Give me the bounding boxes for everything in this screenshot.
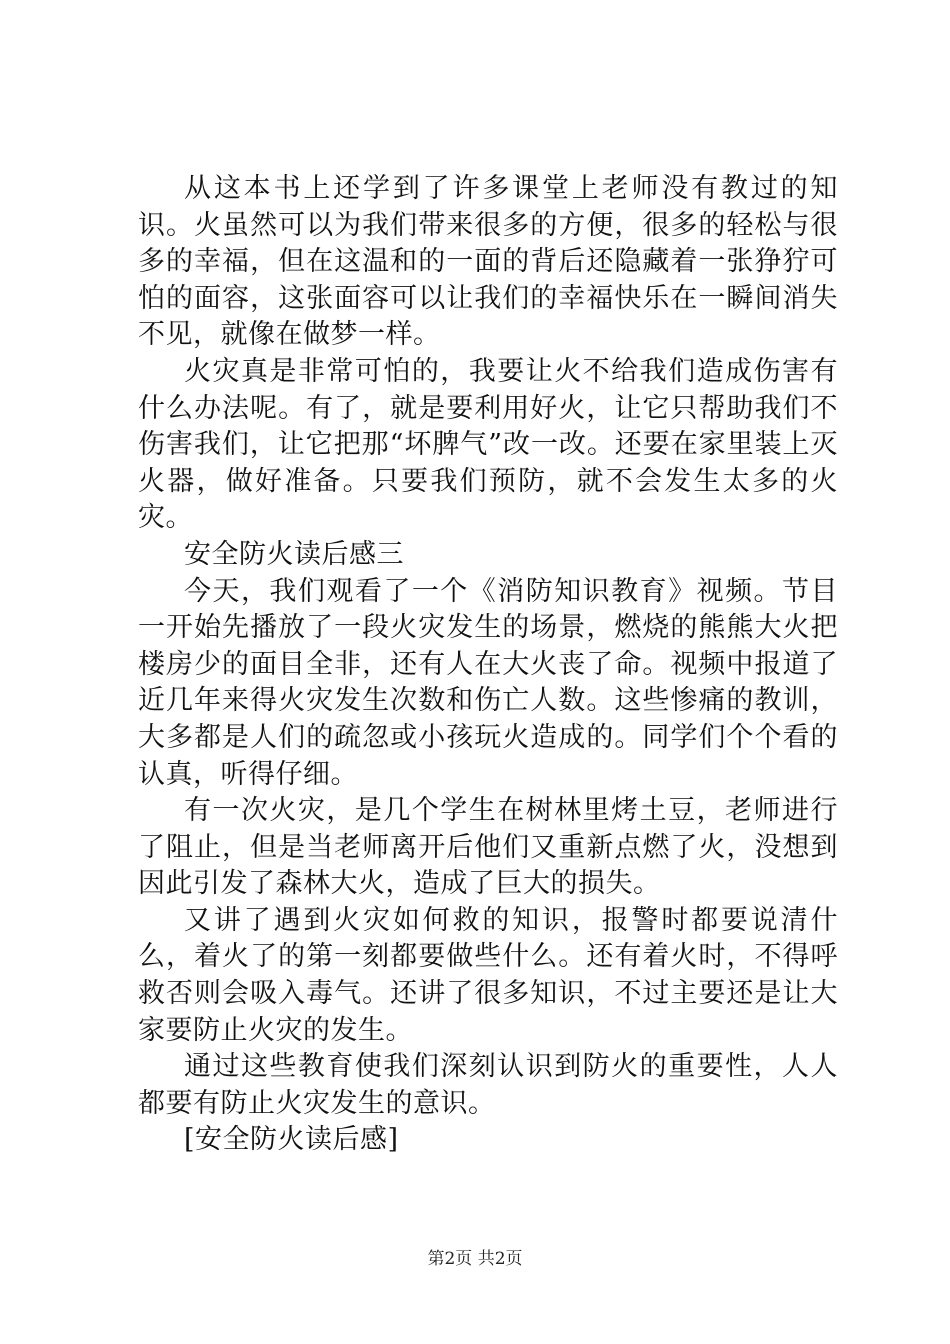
paragraph-forest-fire: 有一次火灾，是几个学生在树林里烤土豆，老师进行了阻止，但是当老师离开后他们又重新点燃了火，没想到因此引发了森林大火，造成了巨大的损失。 (138, 795, 838, 900)
paragraph-fire-knowledge: 从这本书上还学到了许多课堂上老师没有教过的知识。火虽然可以为我们带来很多的方便，很多的轻松与很多的幸福，但在这温和的一面的背后还隐藏着一张狰狞可怕的面容，这张面容可以让我们的幸福快乐在一瞬间消失不见，就像在做梦一样。 (138, 173, 838, 351)
paragraph-title-tag: [安全防火读后感] (184, 1124, 399, 1156)
paragraph-video-education: 今天，我们观看了一个《消防知识教育》视频。节目一开始先播放了一段火灾发生的场景，燃烧的熊熊大火把楼房少的面目全非，还有人在大火丧了命。视频中报道了近几年来得火灾发生次数和伤亡人数。这些惨痛的教训，大多都是人们的疏忽或小孩玩火造成的。同学们个个看的认真，听得仔细。 (138, 575, 838, 790)
page-footer: 第2页 共2页 (427, 1249, 523, 1269)
document-body (138, 171, 838, 1159)
paragraph-conclusion: 通过这些教育使我们深刻认识到防火的重要性，人人都要有防止火灾发生的意识。 (138, 1051, 838, 1119)
paragraph-fire-prevention: 火灾真是非常可怕的，我要让火不给我们造成伤害有什么办法呢。有了，就是要利用好火，让它只帮助我们不伤害我们，让它把那“坏脾气”改一改。还要在家里装上灭火器，做好准备。只要我们预防，就不会发生太多的火灾。 (138, 355, 838, 534)
paragraph-rescue-knowledge: 又讲了遇到火灾如何救的知识，报警时都要说清什么，着火了的第一刻都要做些什么。还有着火时，不得呼救否则会吸入毒气。还讲了很多知识，不过主要还是让大家要防止火灾的发生。 (138, 904, 838, 1046)
section-heading: 安全防火读后感三 (184, 538, 404, 570)
